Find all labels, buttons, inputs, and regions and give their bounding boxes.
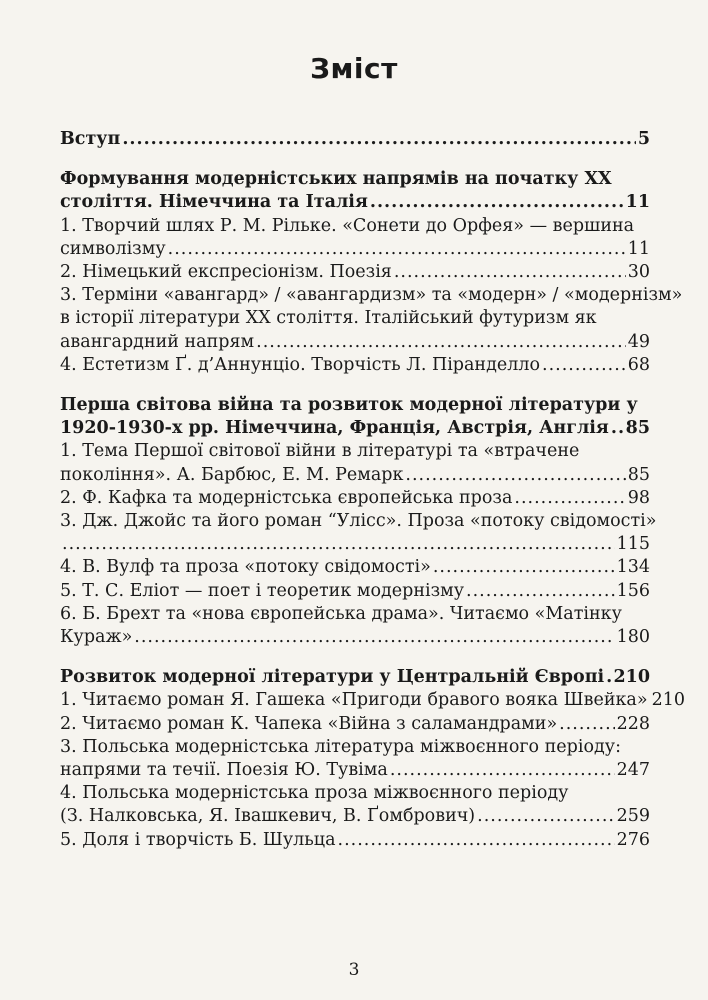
toc-entry-intro[interactable] <box>60 128 650 151</box>
toc-page-number: 276 <box>616 829 650 850</box>
toc-entry-label: 1. Читаємо роман Я. Гашека «Пригоди бравого вояка Швейка» <box>60 690 648 711</box>
toc-entry[interactable]: 1. Тема Першої світової війни в літературі та «втрачене <box>60 441 580 462</box>
toc-entry-label: Вступ <box>60 129 121 149</box>
toc-entry[interactable] <box>60 829 650 852</box>
section-heading[interactable]: Формування модерністських напрямів на початку XX <box>60 169 612 190</box>
toc-entry[interactable] <box>60 689 685 712</box>
toc-entry[interactable] <box>60 580 650 603</box>
toc-entry[interactable]: 6. Б. Брехт та «нова європейська драма». Читаємо «Матінку <box>60 603 622 624</box>
toc-entry-label: 4. В. Вулф та проза «потоку свідомості» <box>60 557 431 578</box>
toc-entry-label: Кураж» <box>60 627 133 648</box>
toc-entry-label: 2. Німецький експресіонізм. Поезія <box>60 262 392 283</box>
dot-leader <box>134 626 614 649</box>
section-heading-end[interactable] <box>60 191 650 214</box>
section-heading-end[interactable] <box>60 417 650 440</box>
toc-page-number: 5 <box>637 129 650 149</box>
toc-entry-end[interactable] <box>60 805 650 828</box>
dot-leader <box>542 354 626 377</box>
toc-entry-end[interactable] <box>60 533 650 556</box>
toc-entry-continued[interactable]: в історії літератури XX століття. Італійський футуризм як <box>60 308 597 329</box>
toc-entry[interactable] <box>60 354 650 377</box>
toc-entry[interactable]: 3. Дж. Джойс та його роман “Улісс». Проза «потоку свідомості» <box>60 511 657 532</box>
toc-entry[interactable] <box>60 713 650 736</box>
table-of-contents <box>60 128 685 852</box>
section-heading[interactable]: Перша світова війна та розвиток модерної літератури у <box>60 395 638 416</box>
toc-entry-label: символізму <box>60 238 166 259</box>
toc-entry-label: Розвиток модерної літератури у Центральній Європі <box>60 667 605 688</box>
dot-leader <box>405 464 625 487</box>
toc-entry-end[interactable] <box>60 238 650 261</box>
page-title: Зміст <box>310 52 398 85</box>
dot-leader <box>466 580 615 603</box>
toc-entry-end[interactable] <box>60 331 650 354</box>
toc-page-number: 228 <box>616 713 650 734</box>
toc-entry-label: століття. Німеччина та Італія <box>60 192 368 213</box>
toc-entry-label: 5. Т. С. Еліот — поет і теоретик модернізму <box>60 580 465 601</box>
toc-entry[interactable]: 3. Польська модерністська література міжвоєнного періоду: <box>60 736 621 757</box>
dot-leader <box>168 238 626 261</box>
toc-entry[interactable]: 4. Польська модерністська проза міжвоєнного періоду <box>60 783 569 804</box>
dot-leader <box>256 331 626 354</box>
dot-leader <box>338 829 615 852</box>
dot-leader <box>514 487 625 510</box>
page-number: 3 <box>348 960 360 980</box>
toc-entry[interactable] <box>60 487 650 510</box>
toc-page-number: 11 <box>625 192 650 213</box>
toc-page-number: 98 <box>627 487 650 508</box>
dot-leader <box>394 261 626 284</box>
section-heading[interactable] <box>60 666 650 689</box>
toc-page-number: 180 <box>616 627 650 648</box>
dot-leader <box>390 759 615 782</box>
toc-entry-label: 1920-1930-х рр. Німеччина, Франція, Австрія, Англія <box>60 418 609 439</box>
toc-entry-label: 2. Ф. Кафка та модерністська європейська проза <box>60 487 513 508</box>
toc-entry-label: покоління». А. Барбюс, Е. М. Ремарк <box>60 464 404 485</box>
toc-entry-label: напрями та течії. Поезія Ю. Тувіма <box>60 760 388 781</box>
toc-page-number: 115 <box>616 534 650 555</box>
dot-leader <box>606 666 611 689</box>
toc-entry[interactable] <box>60 556 650 579</box>
dot-leader <box>122 128 636 151</box>
toc-page-number: 259 <box>616 806 650 827</box>
toc-entry-label: 4. Естетизм Ґ. д’Аннунціо. Творчість Л. Піранделло <box>60 354 541 375</box>
toc-entry[interactable] <box>60 261 650 284</box>
dot-leader <box>433 556 615 579</box>
toc-entry[interactable]: 3. Терміни «авангард» / «авангардизм» та «модерн» / «модернізм» <box>60 285 683 306</box>
toc-entry[interactable]: 1. Творчий шлях Р. М. Рільке. «Сонети до Орфея» — вершина <box>60 215 635 236</box>
toc-entry-end[interactable] <box>60 759 650 782</box>
toc-entry-label: 2. Читаємо роман К. Чапека «Війна з саламандрами» <box>60 713 558 734</box>
toc-page-number: 210 <box>613 667 650 688</box>
toc-entry-label: 5. Доля і творчість Б. Шульца <box>60 829 336 850</box>
toc-page-number: 210 <box>651 690 685 711</box>
dot-leader <box>477 805 614 828</box>
toc-page-number: 30 <box>627 262 650 283</box>
dot-leader <box>370 191 624 214</box>
toc-entry-end[interactable] <box>60 464 650 487</box>
toc-page-number: 85 <box>627 464 650 485</box>
toc-page-number: 247 <box>616 760 650 781</box>
dot-leader <box>62 533 615 556</box>
toc-entry-label: (З. Налковська, Я. Івашкевич, В. Ґомбрович) <box>60 806 476 827</box>
toc-entry-label: авангардний напрям <box>60 331 255 352</box>
toc-page-number: 68 <box>627 354 650 375</box>
toc-entry-end[interactable] <box>60 626 650 649</box>
dot-leader <box>611 417 624 440</box>
dot-leader <box>559 713 614 736</box>
toc-page-number: 11 <box>627 238 650 259</box>
toc-page-number: 85 <box>625 418 650 439</box>
toc-page-number: 134 <box>616 557 650 578</box>
toc-page-number: 156 <box>616 580 650 601</box>
toc-page-number: 49 <box>627 331 650 352</box>
